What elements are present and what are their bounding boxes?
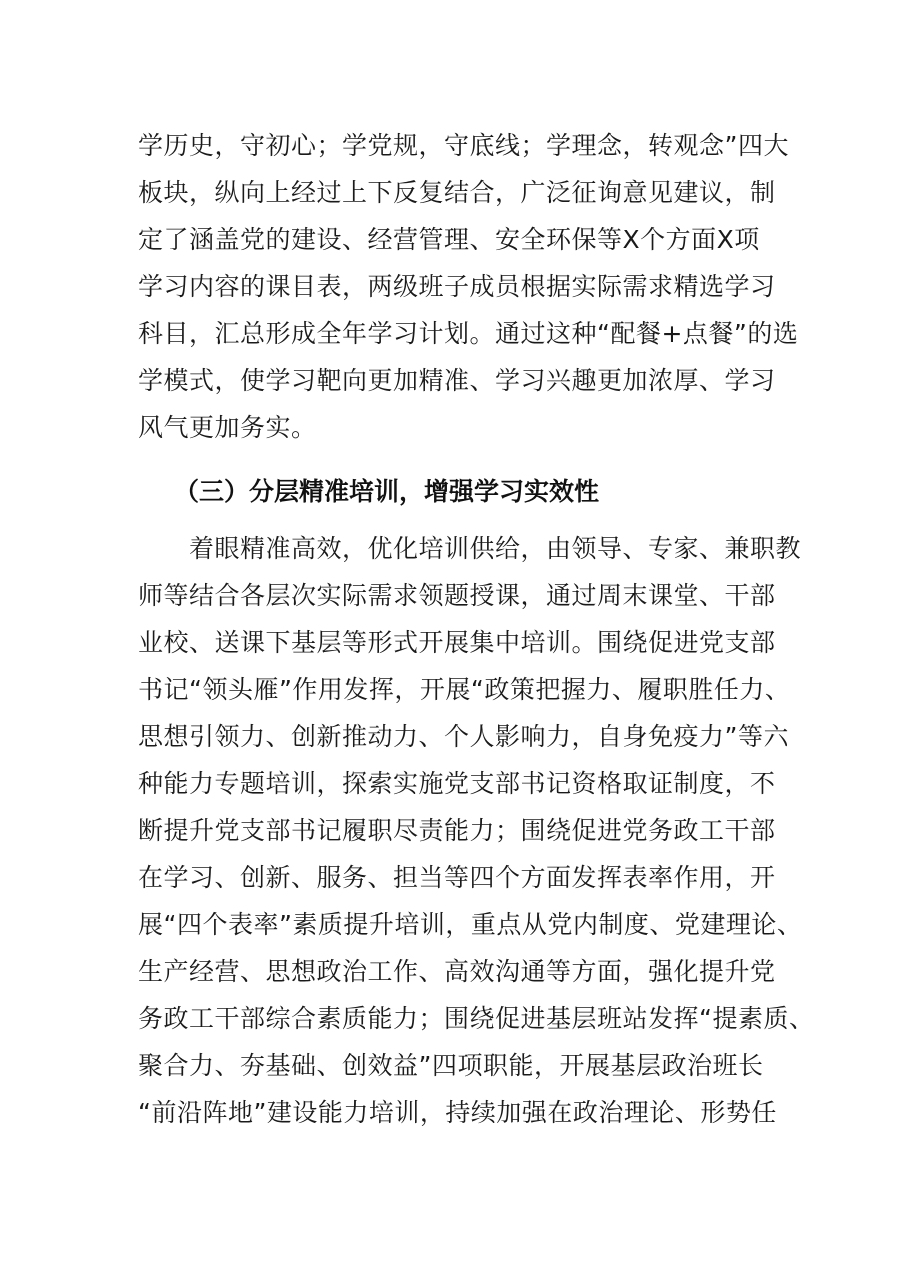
- paragraph-line: 学习内容的课目表，两级班子成员根据实际需求精选学习: [138, 272, 776, 301]
- paragraph-line: 板块，纵向上经过上下反复结合，广泛征询意见建议，制: [138, 178, 776, 207]
- previous-section-paragraph: [138, 122, 799, 451]
- paragraph-line: 定了涵盖党的建设、经营管理、安全环保等X个方面X项: [138, 225, 760, 254]
- paragraph-line: “前沿阵地”建设能力培训，持续加强在政治理论、形势任: [138, 1098, 777, 1127]
- paragraph-line: 业校、送课下基层等形式开展集中培训。围绕促进党支部: [138, 628, 776, 657]
- paragraph-line: 断提升党支部书记履职尽责能力；围绕促进党务政工干部: [138, 816, 776, 845]
- paragraph-line: 风气更加务实。: [138, 413, 317, 442]
- paragraph-line: 师等结合各层次实际需求领题授课，通过周末课堂、干部: [138, 581, 776, 610]
- document-body: [138, 122, 815, 1136]
- section-paragraph: [138, 525, 815, 1136]
- paragraph-line: 务政工干部综合素质能力；围绕促进基层班站发挥“提素质、: [138, 1004, 815, 1033]
- section-heading: （三）分层精准培训，增强学习实效性: [174, 477, 600, 506]
- paragraph-line: 种能力专题培训，探索实施党支部书记资格取证制度，不: [138, 769, 776, 798]
- paragraph-line: 聚合力、夯基础、创效益”四项职能，开展基层政治班长: [138, 1051, 764, 1080]
- paragraph-line: 展“四个表率”素质提升培训，重点从党内制度、党建理论、: [138, 910, 803, 939]
- paragraph-line: 科目，汇总形成全年学习计划。通过这种“配餐+点餐”的选: [138, 319, 799, 348]
- paragraph-line: 学历史，守初心；学党规，守底线；学理念，转观念”四大: [138, 131, 789, 160]
- paragraph-line: 书记“领头雁”作用发挥，开展“政策把握力、履职胜任力、: [138, 675, 791, 704]
- paragraph-line: 学模式，使学习靶向更加精准、学习兴趣更加浓厚、学习: [138, 366, 776, 395]
- paragraph-line: 着眼精准高效，优化培训供给，由领导、专家、兼职教: [138, 534, 802, 563]
- paragraph-line: 生产经营、思想政治工作、高效沟通等方面，强化提升党: [138, 957, 776, 986]
- paragraph-line: 思想引领力、创新推动力、个人影响力，自身免疫力”等六: [138, 722, 789, 751]
- paragraph-line: 在学习、创新、服务、担当等四个方面发挥表率作用，开: [138, 863, 776, 892]
